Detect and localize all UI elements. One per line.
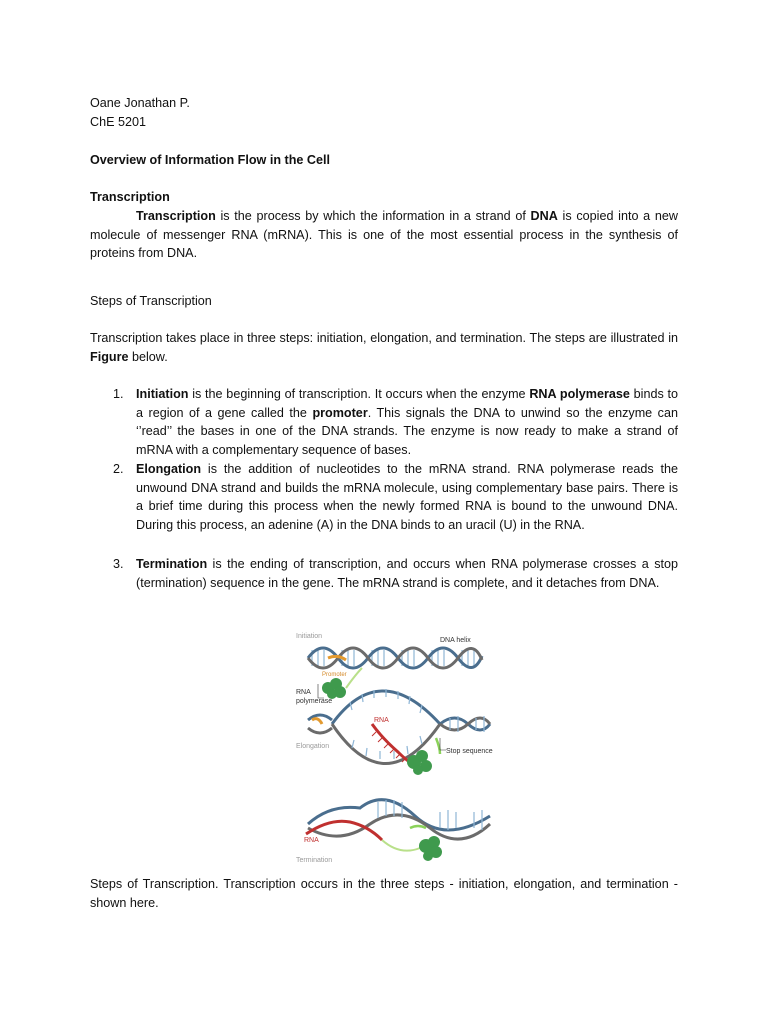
label-stop-sequence: Stop sequence [446,748,493,755]
transcription-paragraph: Transcription is the process by which the information in a strand of DNA is copied into a new molecule of messenger RNA (mRNA). This is one of the most essential process in the synthesis of proteins from DNA. [90,209,678,261]
course-code: ChE 5201 [90,115,147,129]
rna-polymerase-detached-icon [419,836,442,861]
author-name: Oane Jonathan P. [90,96,190,110]
list-item: 1. Initiation is the beginning of transcription. It occurs when the enzyme RNA polymerase binds to a region of a gene called the promoter. This signals the DNA to unwind so the enzyme can ‘’read’’ the bases in one of the DNA strands. The enzyme is now ready to make a strand of mRNA with a complementary sequence of bases. [113,387,678,457]
list-item: 2. Elongation is the addition of nucleotides to the mRNA strand. RNA polymerase reads the unwound DNA strand and builds the mRNA molecule, using complementary base pairs. There is a brief time during this process when the newly formed RNA is bound to the unwound DNA. During this process, an adenine (A) in the DNA binds to an uracil (U) in the RNA. [113,462,678,532]
label-rna-polymerase: RNA [296,689,311,696]
rna-polymerase-icon [322,678,346,699]
label-dna-helix: DNA helix [440,637,471,644]
steps-intro-paragraph: Transcription takes place in three steps: initiation, elongation, and termination. The steps are illustrated in Figure below. [90,331,678,364]
figure-caption: Steps of Transcription. Transcription occurs in the three steps - initiation, elongation, and termination - shown here. [90,877,678,910]
label-rna-polymerase-2: polymerase [296,698,333,705]
steps-heading: Steps of Transcription [90,294,212,308]
list-item: 3. Termination is the ending of transcription, and occurs when RNA polymerase crosses a stop (termination) sequence in the gene. The mRNA strand is complete, and it detaches from DNA. [113,557,678,590]
label-promoter: Promoter [322,672,347,678]
transcription-figure [290,628,500,868]
label-rna-elongation: RNA [374,717,389,724]
label-rna-termination: RNA [304,837,319,844]
initiation-dna-helix [308,648,482,668]
section-heading-transcription: Transcription [90,190,170,204]
label-termination: Termination [296,857,333,864]
label-initiation: Initiation [296,633,323,640]
document-title: Overview of Information Flow in the Cell [90,153,331,167]
label-elongation: Elongation [296,743,330,750]
termination-dna-helix [306,800,490,851]
